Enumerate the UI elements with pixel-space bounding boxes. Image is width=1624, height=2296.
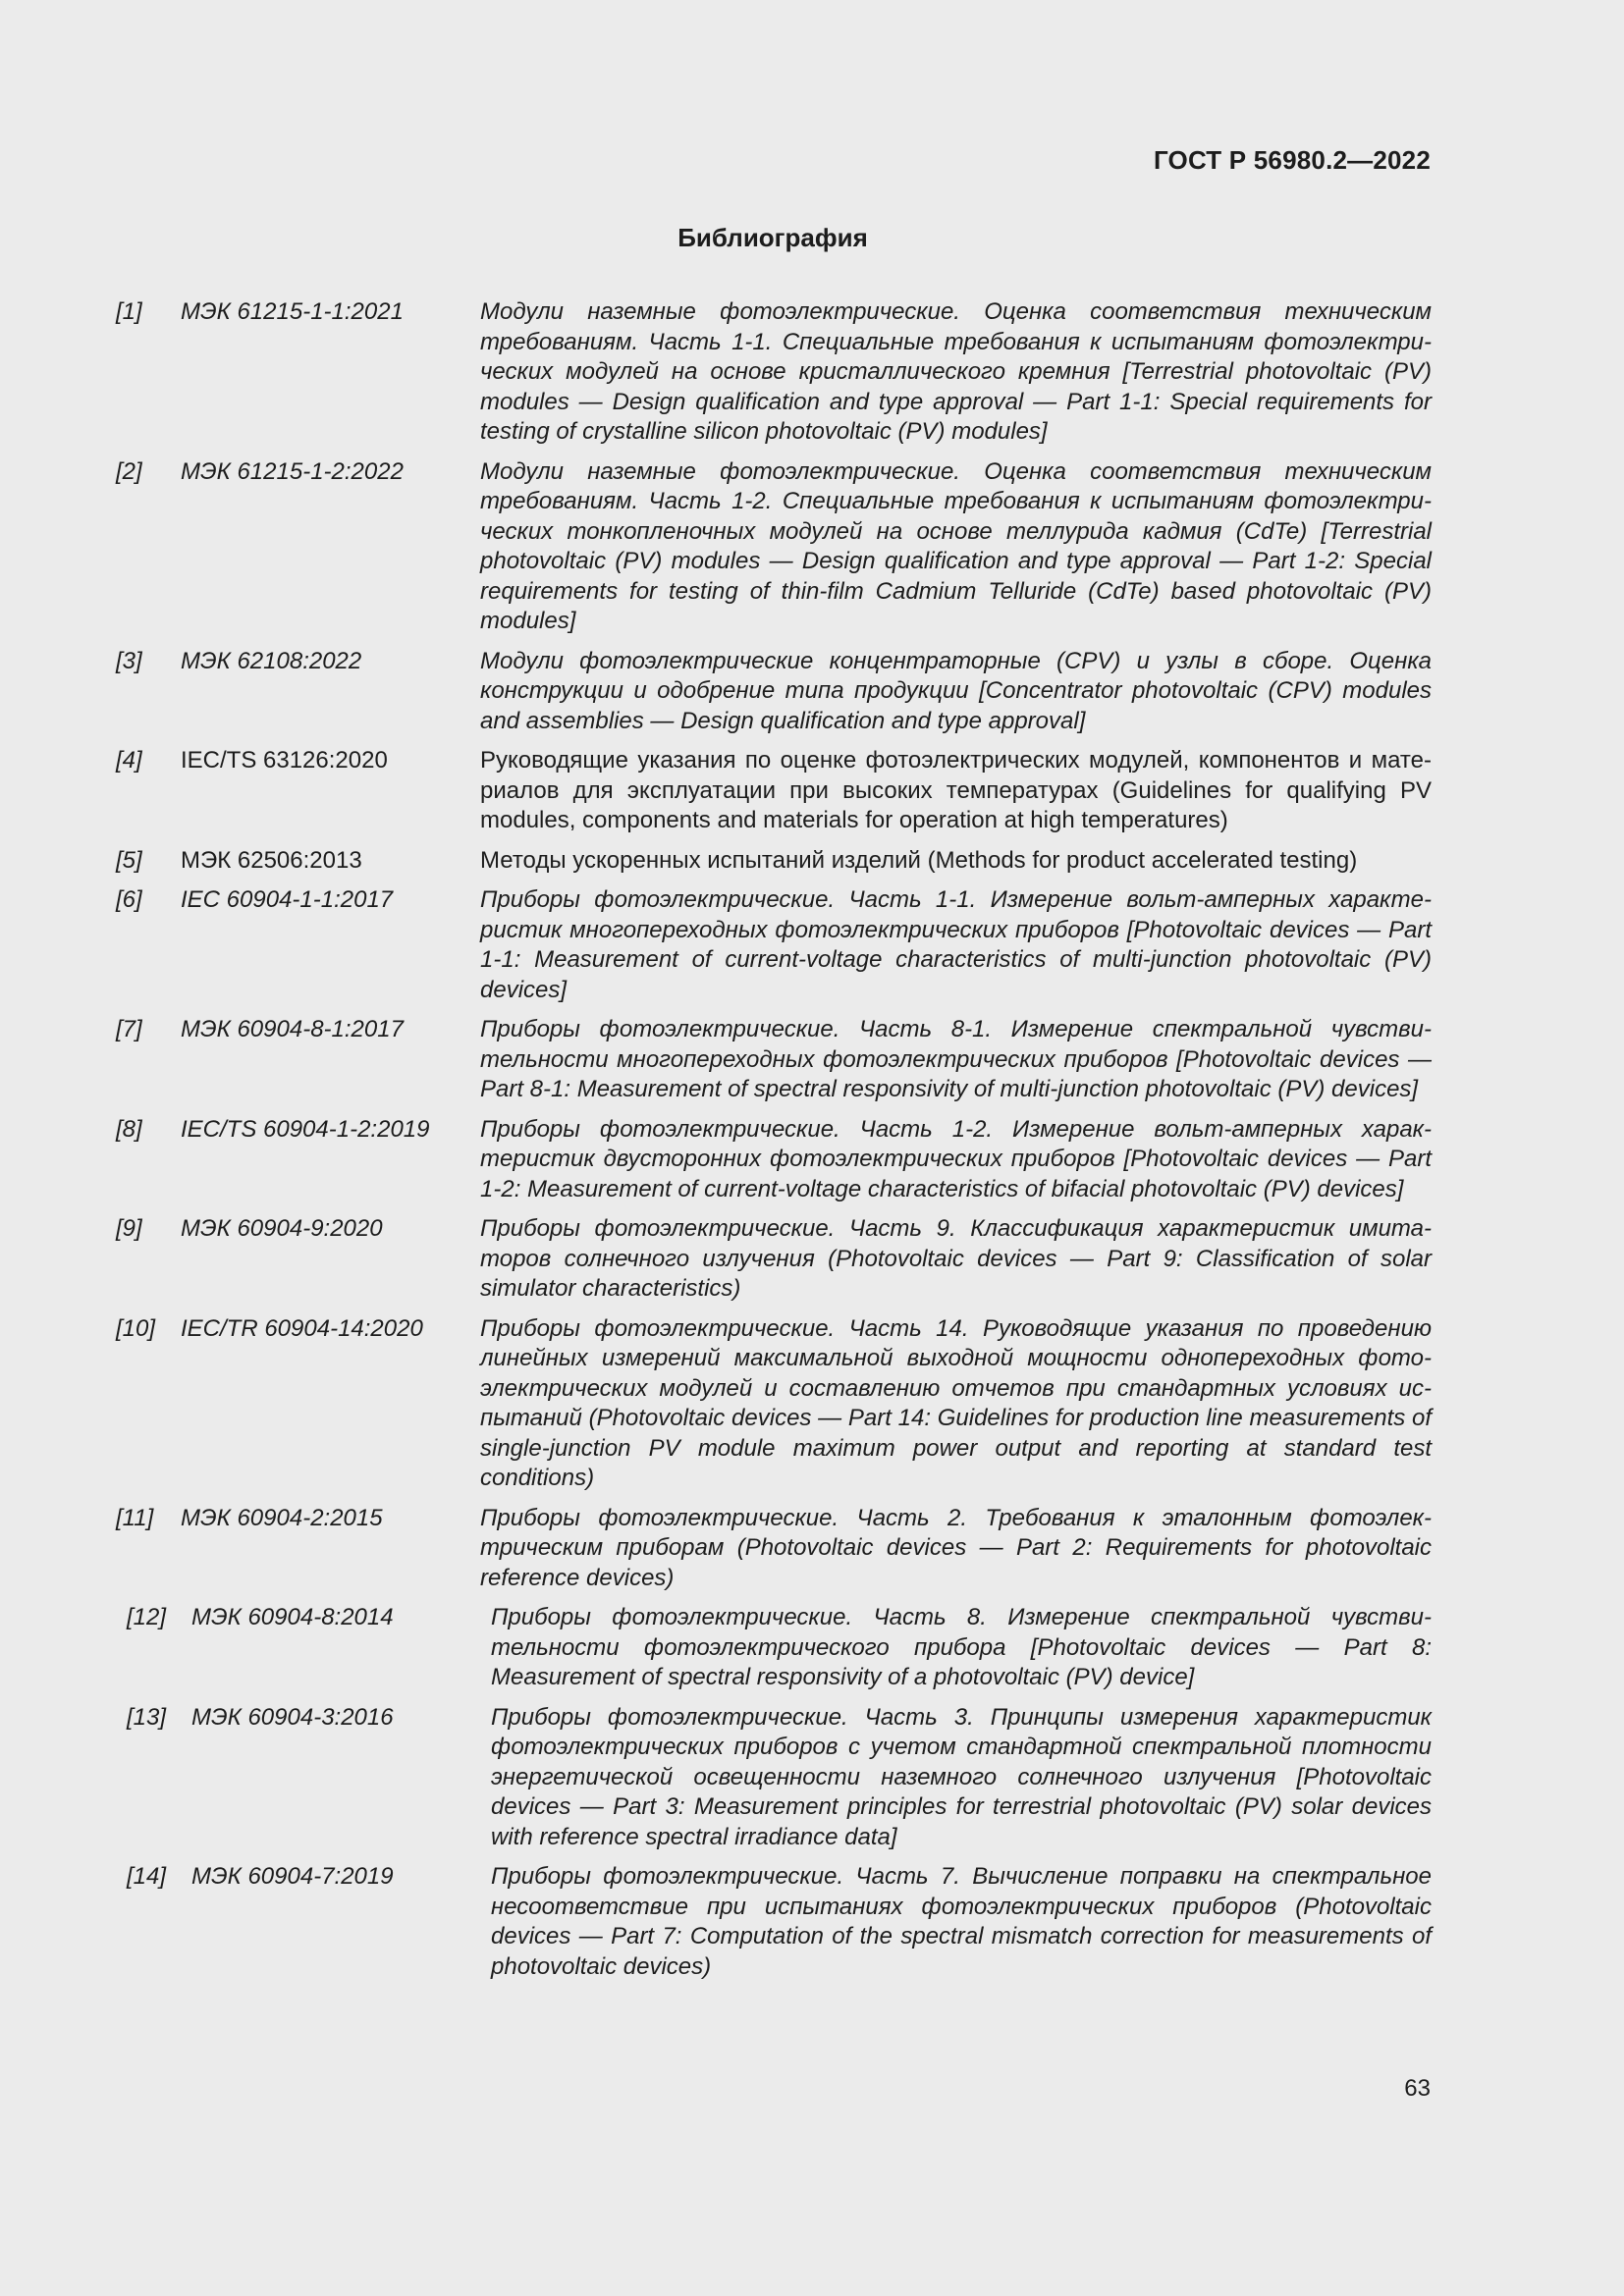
bibliography-entry — [116, 457, 1432, 637]
bibliography-entry — [116, 1115, 1432, 1205]
entry-description: Модули наземные фотоэлектрические. Оценка соответствия техническим требованиям. Часть 1-1. Специальные требования к испытаниям фотоэлектрических модулей на основе кристаллического кремния [Terrestrial photovoltaic (PV) modules — Design qualification and type approval — Part 1-1: Special requirements for testing of crystalline silicon photovoltaic (PV) modules] — [480, 298, 1432, 445]
entry-number: [9] — [116, 1215, 142, 1242]
entry-number: [6] — [116, 886, 142, 913]
bibliography-entry — [116, 647, 1432, 737]
entry-number: [8] — [116, 1115, 142, 1143]
entry-description: Приборы фотоэлектрические. Часть 14. Руководящие указания по проведению линейных измерений максимальной выходной мощности однопереходных фотоэлектрических модулей и составлению отчетов при стандартных условиях испытаний (Photovoltaic devices — Part 14: Guidelines for production line measurements of single-junction PV module maximum power output and reporting at standard test conditions) — [480, 1314, 1432, 1491]
entry-description: Модули фотоэлектрические концентраторные (CPV) и узлы в сборе. Оценка конструкции и одобрение типа продукции [Concentrator photovoltaic (CPV) modules and assemblies — Design qualification and type approval] — [480, 647, 1432, 734]
entry-number: [12] — [127, 1604, 167, 1630]
entry-description: Приборы фотоэлектрические. Часть 2. Требования к эталонным фотоэлектрическим приборам (Photovoltaic devices — Part 2: Requirements for photovoltaic reference devices) — [480, 1504, 1432, 1591]
entry-standard-code: МЭК 61215-1-1:2021 — [181, 298, 404, 325]
bibliography-entry — [116, 846, 1432, 877]
entry-standard-code: IEC/TS 63126:2020 — [181, 747, 388, 774]
entry-standard-code: IEC/TR 60904-14:2020 — [181, 1314, 423, 1342]
entry-standard-code: МЭК 60904-8-1:2017 — [181, 1016, 404, 1042]
entry-description: Приборы фотоэлектрические. Часть 7. Вычисление поправки на спектральное несоответствие при испытаниях фотоэлектрических приборов (Photovoltaic devices — Part 7: Computation of the spectral mismatch correction for measurements of photovoltaic devices) — [491, 1863, 1432, 1980]
standard-code: ГОСТ Р 56980.2—2022 — [1153, 145, 1431, 175]
entry-description: Приборы фотоэлектрические. Часть 8-1. Измерение спектральной чувствительности многопереходных фотоэлектрических приборов [Photovoltaic devices — Part 8-1: Measurement of spectral responsivity of multi-junction photovoltaic (PV) devices] — [480, 1016, 1432, 1102]
entry-description: Приборы фотоэлектрические. Часть 1-1. Измерение вольт-амперных характеристик многопереходных фотоэлектрических приборов [Photovoltaic devices — Part 1-1: Measurement of current-voltage characteristics of multi-junction photovoltaic (PV) devices] — [480, 886, 1432, 1003]
bibliography-entry — [127, 1703, 1432, 1853]
bibliography-entry — [116, 885, 1432, 1005]
bibliography-entry — [116, 1214, 1432, 1305]
page-title: Библиография — [677, 223, 868, 252]
entry-description: Приборы фотоэлектрические. Часть 3. Принципы измерения характеристик фотоэлектрических приборов с учетом стандартной спектральной плотности энергетической освещенности наземного солнечного излучения [Photovoltaic devices — Part 3: Measurement principles for terrestrial photovoltaic (PV) solar devices with reference spectral irradiance data] — [491, 1703, 1432, 1850]
bibliography-entry — [116, 746, 1432, 836]
entry-number: [14] — [127, 1863, 167, 1890]
bibliography-entry — [116, 1314, 1432, 1494]
entry-number: [11] — [116, 1504, 154, 1531]
entry-number: [1] — [116, 298, 142, 325]
entry-standard-code: IEC 60904-1-1:2017 — [181, 886, 394, 913]
entry-standard-code: МЭК 61215-1-2:2022 — [181, 457, 404, 485]
bibliography-entry — [127, 1862, 1432, 1982]
entry-standard-code: МЭК 60904-7:2019 — [191, 1863, 394, 1890]
entry-number: [7] — [116, 1016, 142, 1042]
entry-number: [2] — [116, 457, 142, 485]
bibliography-entry — [116, 1504, 1432, 1594]
bibliography-entry — [116, 297, 1432, 448]
entry-description: Руководящие указания по оценке фотоэлектрических модулей, компонентов и материалов для эксплуатации при высоких температурах (Guidelines for qualifying PV modules, components and materials for operation at high temperatures) — [480, 747, 1432, 833]
entry-description: Методы ускоренных испытаний изделий (Methods for product accelerated testing) — [480, 846, 1358, 874]
entry-standard-code: IEC/TS 60904-1-2:2019 — [181, 1115, 430, 1143]
entry-description: Приборы фотоэлектрические. Часть 9. Классификация характеристик имитаторов солнечного излучения (Photovoltaic devices — Part 9: Classification of solar simulator characteristics) — [480, 1215, 1432, 1302]
entry-standard-code: МЭК 60904-8:2014 — [191, 1604, 394, 1630]
entry-number: [10] — [116, 1314, 156, 1342]
page-number: 63 — [1404, 2075, 1431, 2102]
entry-standard-code: МЭК 62108:2022 — [181, 647, 362, 674]
bibliography-list — [116, 297, 1432, 1992]
entry-description: Приборы фотоэлектрические. Часть 1-2. Измерение вольт-амперных характеристик двусторонних фотоэлектрических приборов [Photovoltaic devices — Part 1-2: Measurement of current-voltage characteristics of bifacial photovoltaic (PV) devices] — [480, 1115, 1432, 1202]
entry-number: [5] — [116, 846, 142, 874]
bibliography-entry — [127, 1603, 1432, 1693]
entry-standard-code: МЭК 60904-2:2015 — [181, 1504, 383, 1531]
entry-description: Приборы фотоэлектрические. Часть 8. Измерение спектральной чувствительности фотоэлектрического прибора [Photovoltaic devices — Part 8: Measurement of spectral responsivity of a photovoltaic (PV) device] — [491, 1604, 1432, 1690]
entry-standard-code: МЭК 60904-9:2020 — [181, 1215, 383, 1242]
bibliography-entry — [116, 1015, 1432, 1105]
entry-number: [3] — [116, 647, 142, 674]
entry-standard-code: МЭК 62506:2013 — [181, 846, 362, 874]
entry-number: [13] — [127, 1703, 167, 1731]
entry-description: Модули наземные фотоэлектрические. Оценка соответствия техническим требованиям. Часть 1-2. Специальные требования к испытаниям фотоэлектрических тонкопленочных модулей на основе теллурида кадмия (CdTe) [Terrestrial photovoltaic (PV) modules — Design qualification and type approval — Part 1-2: Special requirements for testing of thin-film Cadmium Telluride (CdTe) based photovoltaic (PV) modules] — [480, 457, 1432, 634]
entry-standard-code: МЭК 60904-3:2016 — [191, 1703, 394, 1731]
entry-number: [4] — [116, 747, 142, 774]
